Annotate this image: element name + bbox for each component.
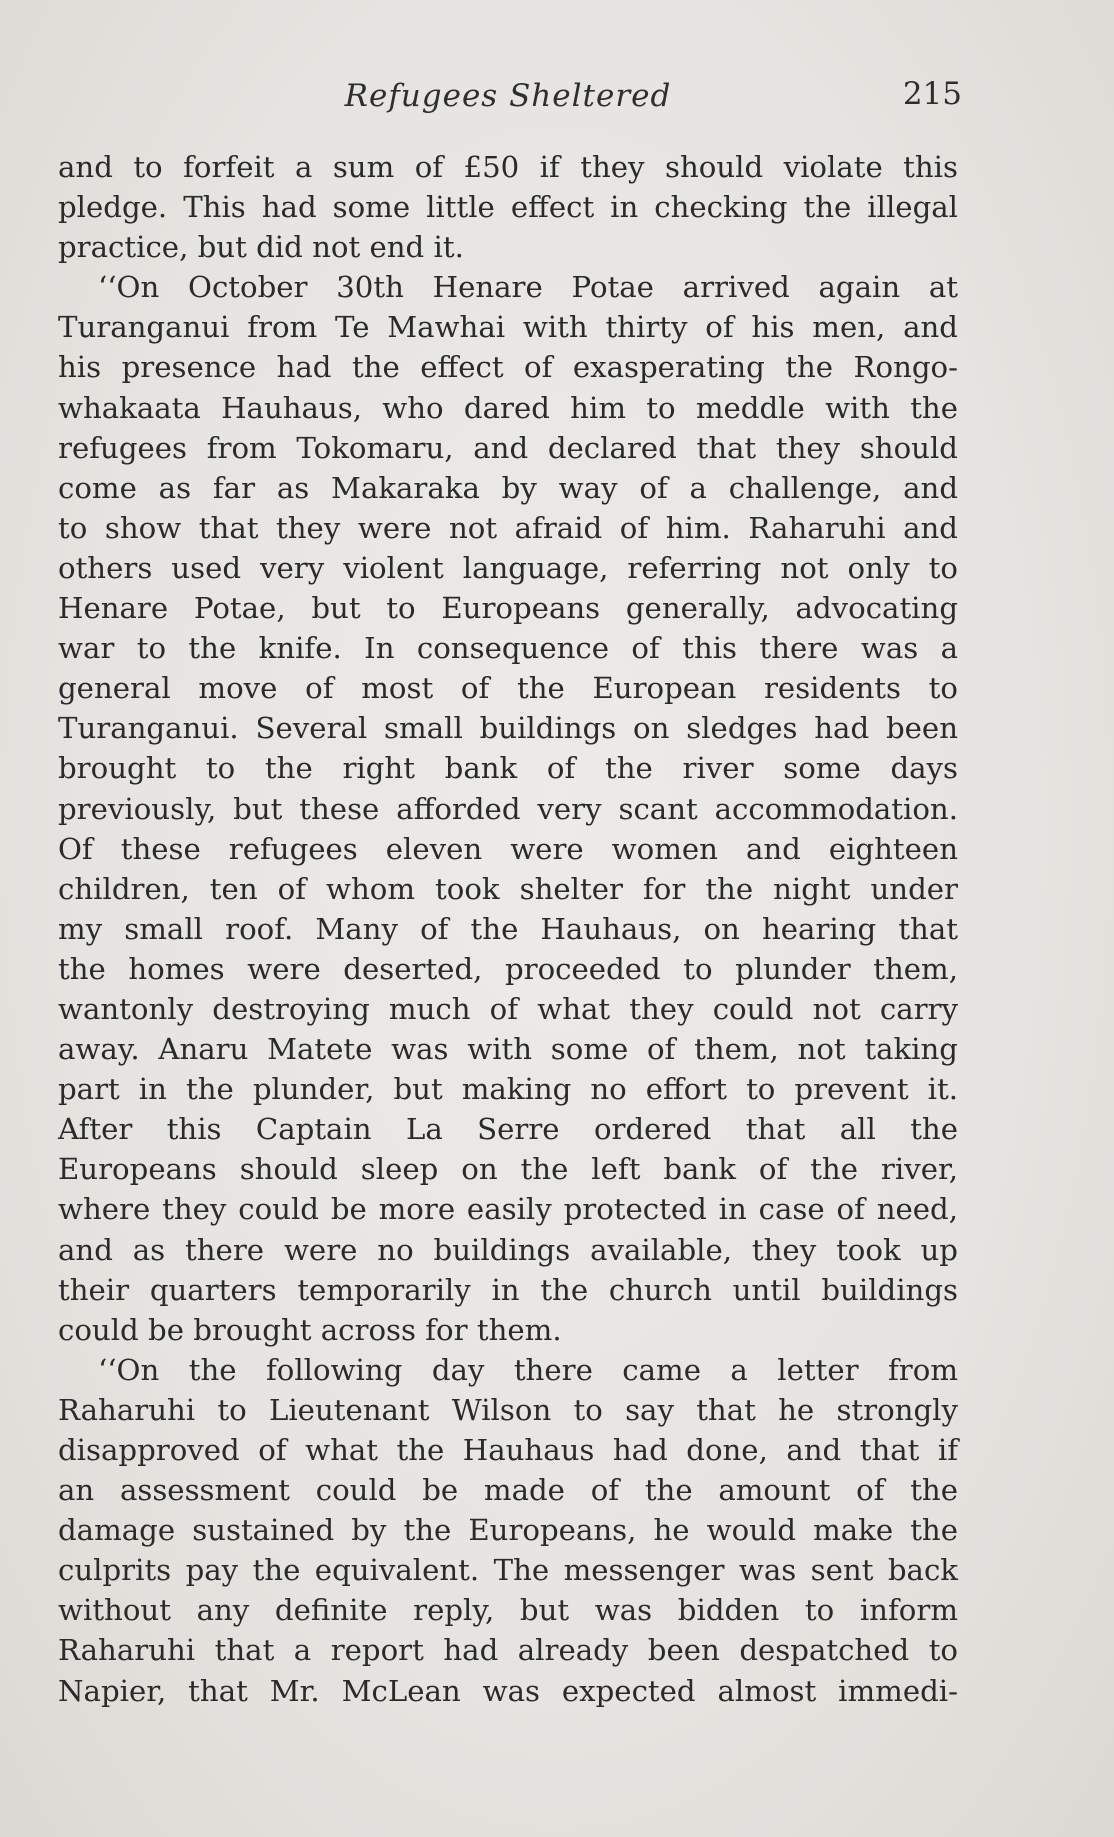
text-line: others used very violent language, referring not only to (58, 550, 958, 585)
text-line: pledge. This had some little effect in checking the illegal (58, 190, 958, 225)
text-line: children, ten of whom took shelter for the night under (58, 871, 958, 906)
text-line: where they could be more easily protected in case of need, (58, 1192, 958, 1227)
text-line: war to the knife. In consequence of this there was a (58, 631, 958, 666)
text-line: ‘‘On the following day there came a letter from (98, 1352, 958, 1387)
text-line: practice, but did not end it. (58, 230, 464, 265)
text-line: away. Anaru Matete was with some of them, not taking (58, 1032, 958, 1067)
text-line: disapproved of what the Hauhaus had done, and that if (58, 1433, 958, 1467)
text-line: my small roof. Many of the Hauhaus, on hearing that (58, 911, 958, 946)
text-line: general move of most of the European residents to (58, 671, 958, 706)
text-line: without any definite reply, but was bidden to inform (58, 1593, 958, 1628)
text-line: Europeans should sleep on the left bank of the river, (58, 1152, 958, 1187)
text-line: Turanganui. Several small buildings on sledges had been (58, 711, 958, 746)
body-text (58, 147, 958, 1711)
text-line: Raharuhi to Lieutenant Wilson to say that he strongly (58, 1392, 958, 1427)
page-number: 215 (902, 76, 962, 112)
text-line: Henare Potae, but to Europeans generally, advocating (58, 591, 958, 626)
text-line: to show that they were not afraid of him. Raharuhi and (58, 510, 958, 545)
text-line: culprits pay the equivalent. The messenger was sent back (58, 1553, 958, 1588)
text-line: After this Captain La Serre ordered that all the (58, 1112, 958, 1147)
running-head (58, 76, 962, 128)
text-line: brought to the right bank of the river some days (58, 751, 958, 786)
text-line: their quarters temporarily in the church until buildings (58, 1272, 958, 1307)
text-line: could be brought across for them. (58, 1312, 562, 1347)
running-head-title: Refugees Sheltered (344, 78, 672, 114)
text-line: and to forfeit a sum of £50 if they should violate this (58, 150, 958, 184)
text-line: an assessment could be made of the amount of the (58, 1473, 958, 1508)
text-line: his presence had the effect of exasperating the Rongo- (58, 350, 958, 385)
text-line: whakaata Hauhaus, who dared him to meddle with the (58, 390, 958, 425)
text-line: Turanganui from Te Mawhai with thirty of his men, and (58, 310, 958, 345)
text-line: and as there were no buildings available, they took up (58, 1232, 958, 1267)
text-line: Napier, that Mr. McLean was expected almost immedi- (58, 1673, 958, 1708)
text-line: wantonly destroying much of what they could not carry (58, 991, 958, 1026)
text-line: part in the plunder, but making no effort to prevent it. (58, 1072, 958, 1107)
text-line: the homes were deserted, proceeded to plunder them, (58, 951, 958, 986)
text-line: Raharuhi that a report had already been despatched to (58, 1633, 958, 1668)
text-line: ‘‘On October 30th Henare Potae arrived again at (98, 270, 958, 305)
text-line: damage sustained by the Europeans, he would make the (58, 1513, 958, 1548)
text-line: previously, but these afforded very scant accommodation. (58, 791, 958, 826)
text-line: refugees from Tokomaru, and declared that they should (58, 430, 958, 465)
text-line: Of these refugees eleven were women and eighteen (58, 831, 958, 866)
text-line: come as far as Makaraka by way of a challenge, and (58, 470, 958, 505)
